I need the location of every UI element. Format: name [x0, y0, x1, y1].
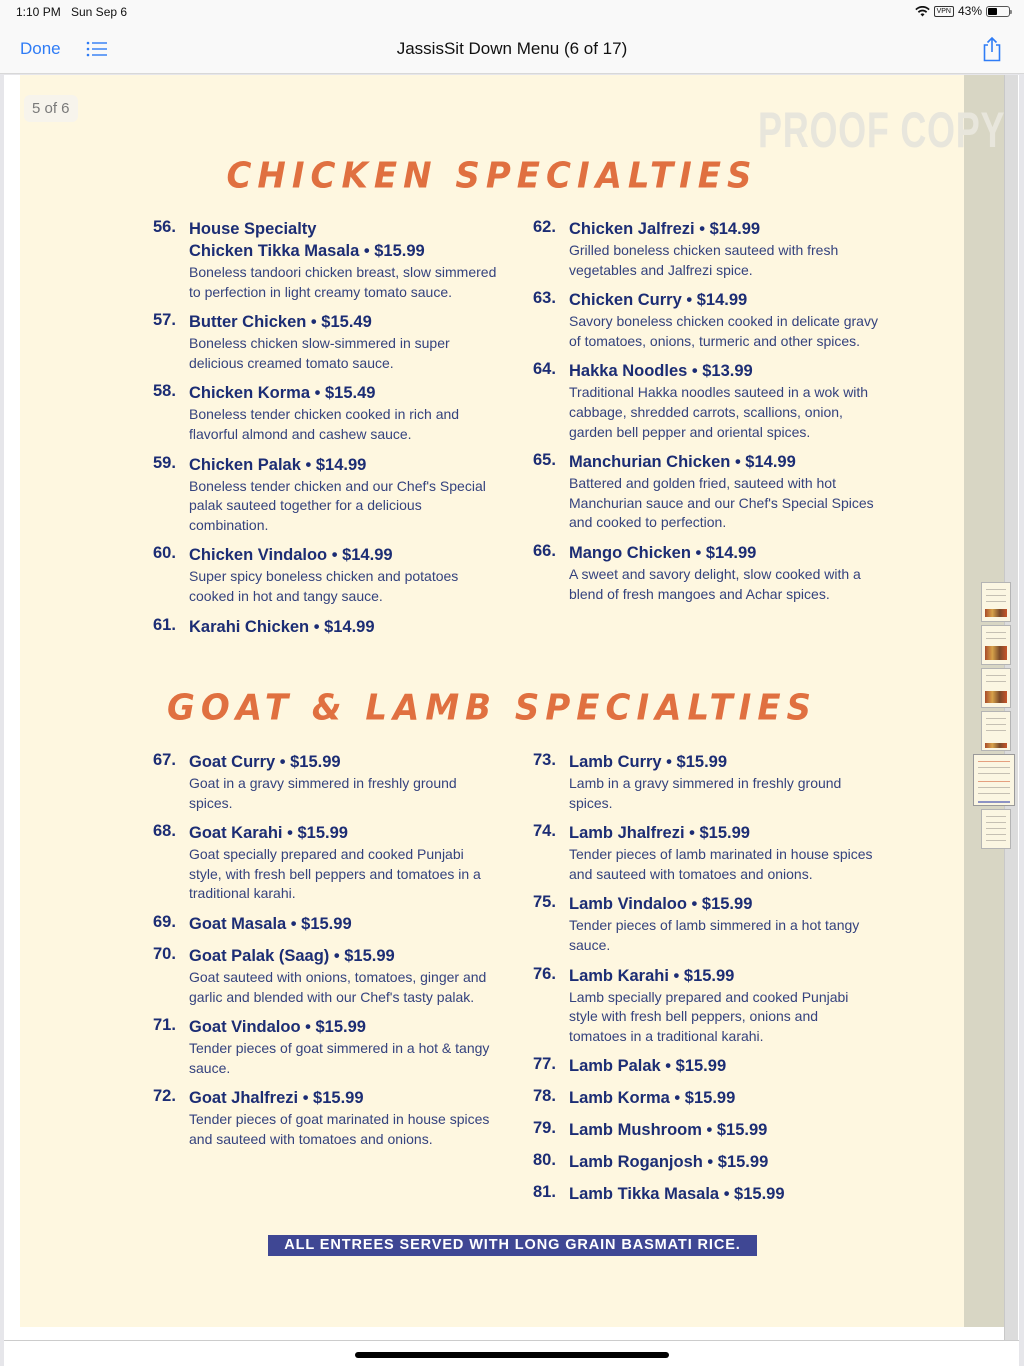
menu-item — [153, 822, 498, 904]
page-thumbnail-6[interactable] — [981, 809, 1011, 849]
battery-percent: 43% — [957, 4, 982, 18]
menu-item — [533, 451, 878, 533]
menu-item — [533, 893, 878, 955]
done-button[interactable]: Done — [20, 39, 61, 58]
item-name: Goat Vindaloo • $15.99 — [189, 1018, 366, 1037]
item-number: 65. — [533, 451, 556, 470]
item-number: 77. — [533, 1055, 556, 1074]
vpn-badge: VPN — [934, 6, 954, 17]
menu-item — [533, 1087, 878, 1109]
item-number: 71. — [153, 1016, 176, 1035]
item-description: Goat sauteed with onions, tomatoes, ginger and garlic and blended with our Chef's tasty palak. — [189, 968, 487, 1005]
share-icon[interactable] — [980, 36, 1004, 62]
menu-item — [153, 945, 498, 1007]
item-name: Goat Karahi • $15.99 — [189, 824, 348, 843]
item-description: Battered and golden fried, sauteed with hot Manchurian sauce and our Chef's Special Spices and cooked to perfection. — [569, 475, 874, 531]
status-time: 1:10 PM — [16, 5, 61, 19]
page-thumbnail-5-current[interactable] — [973, 754, 1015, 806]
item-description: Goat in a gravy simmered in freshly ground spices. — [189, 775, 457, 811]
page-thumbnail-1[interactable] — [981, 582, 1011, 622]
chicken-column-left — [153, 218, 498, 647]
status-date: Sun Sep 6 — [71, 5, 128, 19]
menu-item — [533, 1151, 878, 1173]
menu-item — [153, 913, 498, 935]
item-description: Tender pieces of goat simmered in a hot & tangy sauce. — [189, 1040, 490, 1076]
menu-item — [153, 544, 498, 606]
item-name: Lamb Karahi • $15.99 — [569, 966, 735, 985]
menu-item — [533, 1183, 878, 1205]
item-number: 73. — [533, 751, 556, 769]
item-name: Hakka Noodles • $13.99 — [569, 362, 753, 381]
item-description: Savory boneless chicken cooked in delicate gravy of tomatoes, onions, turmeric and other spices. — [569, 313, 878, 349]
item-description: Grilled boneless chicken sauteed with fresh vegetables and Jalfrezi spice. — [569, 242, 839, 278]
item-number: 58. — [153, 382, 176, 401]
goat-column — [153, 751, 498, 1159]
item-name: Lamb Curry • $15.99 — [569, 753, 728, 771]
item-name: Chicken Curry • $14.99 — [569, 291, 748, 310]
item-name: Lamb Mushroom • $15.99 — [569, 1121, 768, 1140]
menu-item — [533, 289, 878, 351]
section-title-chicken: CHICKEN SPECIALTIES — [226, 155, 758, 197]
item-name: Manchurian Chicken • $14.99 — [569, 453, 796, 472]
item-name: Chicken Palak • $14.99 — [189, 455, 367, 474]
item-name: Chicken Jalfrezi • $14.99 — [569, 220, 761, 238]
menu-item — [533, 965, 878, 1047]
item-description: Lamb in a gravy simmered in freshly ground spices. — [569, 775, 842, 811]
item-name: Butter Chicken • $15.49 — [189, 313, 372, 332]
status-bar — [0, 0, 1024, 26]
item-number: 79. — [533, 1119, 556, 1138]
item-number: 75. — [533, 893, 556, 912]
lamb-column — [533, 751, 878, 1215]
item-number: 78. — [533, 1087, 556, 1106]
menu-item — [153, 218, 498, 302]
item-description: A sweet and savory delight, slow cooked with a blend of fresh mangoes and Achar spices. — [569, 565, 861, 602]
item-number: 57. — [153, 311, 176, 330]
item-number: 69. — [153, 912, 176, 931]
item-description: Super spicy boneless chicken and potatoes cooked in hot and tangy sauce. — [189, 568, 459, 604]
item-number: 66. — [533, 541, 556, 560]
item-number: 81. — [533, 1183, 556, 1202]
status-right — [915, 4, 1010, 18]
item-description: Traditional Hakka noodles sauteed in a wok with cabbage, shredded carrots, scallions, onion, garden bell pepper and oriental spices. — [569, 384, 869, 440]
proof-watermark: PROOF COPY — [758, 102, 1006, 158]
item-name: Lamb Roganjosh • $15.99 — [569, 1153, 769, 1172]
item-description: Tender pieces of lamb marinated in house spices and sauteed with tomatoes and onions. — [569, 846, 873, 882]
page-thumbnail-2[interactable] — [981, 625, 1011, 665]
rice-banner: ALL ENTREES SERVED WITH LONG GRAIN BASMATI RICE. — [268, 1235, 757, 1256]
menu-item — [153, 311, 498, 373]
item-description: Boneless tender chicken cooked in rich and flavorful almond and cashew sauce. — [189, 406, 460, 442]
menu-item — [533, 218, 878, 280]
menu-item — [153, 382, 498, 444]
item-name: Lamb Korma • $15.99 — [569, 1089, 736, 1108]
item-name: Lamb Vindaloo • $15.99 — [569, 895, 753, 914]
menu-item — [153, 454, 498, 536]
item-name: Mango Chicken • $14.99 — [569, 543, 757, 562]
item-number: 80. — [533, 1151, 556, 1170]
menu-item — [153, 751, 498, 813]
item-description: Tender pieces of goat marinated in house spices and sauteed with tomatoes and onions. — [189, 1111, 490, 1147]
menu-item — [533, 360, 878, 442]
item-name: House Specialty — [189, 220, 317, 238]
battery-icon — [986, 6, 1010, 17]
chicken-column-right — [533, 218, 878, 613]
item-name: Goat Curry • $15.99 — [189, 753, 341, 771]
section-title-goat-lamb: GOAT & LAMB SPECIALTIES — [166, 687, 818, 729]
page-counter: 5 of 6 — [24, 95, 78, 122]
item-description: Goat specially prepared and cooked Punjabi style, with fresh bell peppers and tomatoes in a traditional karahi. — [189, 846, 481, 902]
item-name: Chicken Korma • $15.49 — [189, 384, 376, 403]
item-number: 64. — [533, 360, 556, 379]
menu-item — [153, 1087, 498, 1149]
item-description: Lamb specially prepared and cooked Punjabi style with fresh bell peppers, onions and tomatoes in a traditional karahi. — [569, 988, 849, 1044]
item-number: 72. — [153, 1087, 176, 1106]
nav-bar — [0, 26, 1024, 74]
item-description: Boneless chicken slow-simmered in super delicious creamed tomato sauce. — [189, 335, 450, 371]
item-number: 67. — [153, 751, 176, 769]
item-number: 63. — [533, 289, 556, 308]
menu-item — [533, 822, 878, 884]
item-number: 70. — [153, 944, 176, 963]
item-name: Chicken Vindaloo • $14.99 — [189, 546, 393, 565]
item-name: Goat Palak (Saag) • $15.99 — [189, 946, 395, 965]
item-description: Boneless tandoori chicken breast, slow simmered to perfection in light creamy tomato sauce. — [189, 264, 497, 300]
home-indicator[interactable] — [355, 1352, 669, 1358]
item-number: 76. — [533, 964, 556, 983]
item-name: Goat Jhalfrezi • $15.99 — [189, 1089, 364, 1108]
menu-item — [153, 1016, 498, 1078]
item-number: 61. — [153, 615, 176, 634]
item-name: Goat Masala • $15.99 — [189, 914, 352, 933]
page-thumbnail-3[interactable] — [981, 668, 1011, 708]
item-name: Chicken Tikka Masala • $15.99 — [189, 242, 425, 260]
menu-item — [533, 1055, 878, 1077]
item-name: Lamb Tikka Masala • $15.99 — [569, 1185, 785, 1204]
document-title: JassisSit Down Menu (6 of 17) — [396, 39, 628, 58]
item-number: 60. — [153, 544, 176, 563]
page-thumbnails[interactable] — [975, 582, 1017, 852]
item-name: Karahi Chicken • $14.99 — [189, 617, 375, 636]
item-number: 68. — [153, 822, 176, 841]
wifi-icon — [915, 6, 930, 17]
menu-item — [533, 542, 878, 604]
menu-item — [533, 751, 878, 813]
item-number: 56. — [153, 218, 176, 236]
menu-item — [153, 616, 498, 638]
item-name: Lamb Palak • $15.99 — [569, 1057, 727, 1076]
item-name: Lamb Jhalfrezi • $15.99 — [569, 824, 750, 843]
item-number: 59. — [153, 453, 176, 472]
page-thumbnail-4[interactable] — [981, 711, 1011, 751]
item-number: 74. — [533, 822, 556, 841]
item-description: Boneless tender chicken and our Chef's Special palak sauteed together for a delicious combination. — [189, 477, 486, 533]
item-description: Tender pieces of lamb simmered in a hot tangy sauce. — [569, 917, 860, 953]
menu-item — [533, 1119, 878, 1141]
item-number: 62. — [533, 218, 556, 236]
